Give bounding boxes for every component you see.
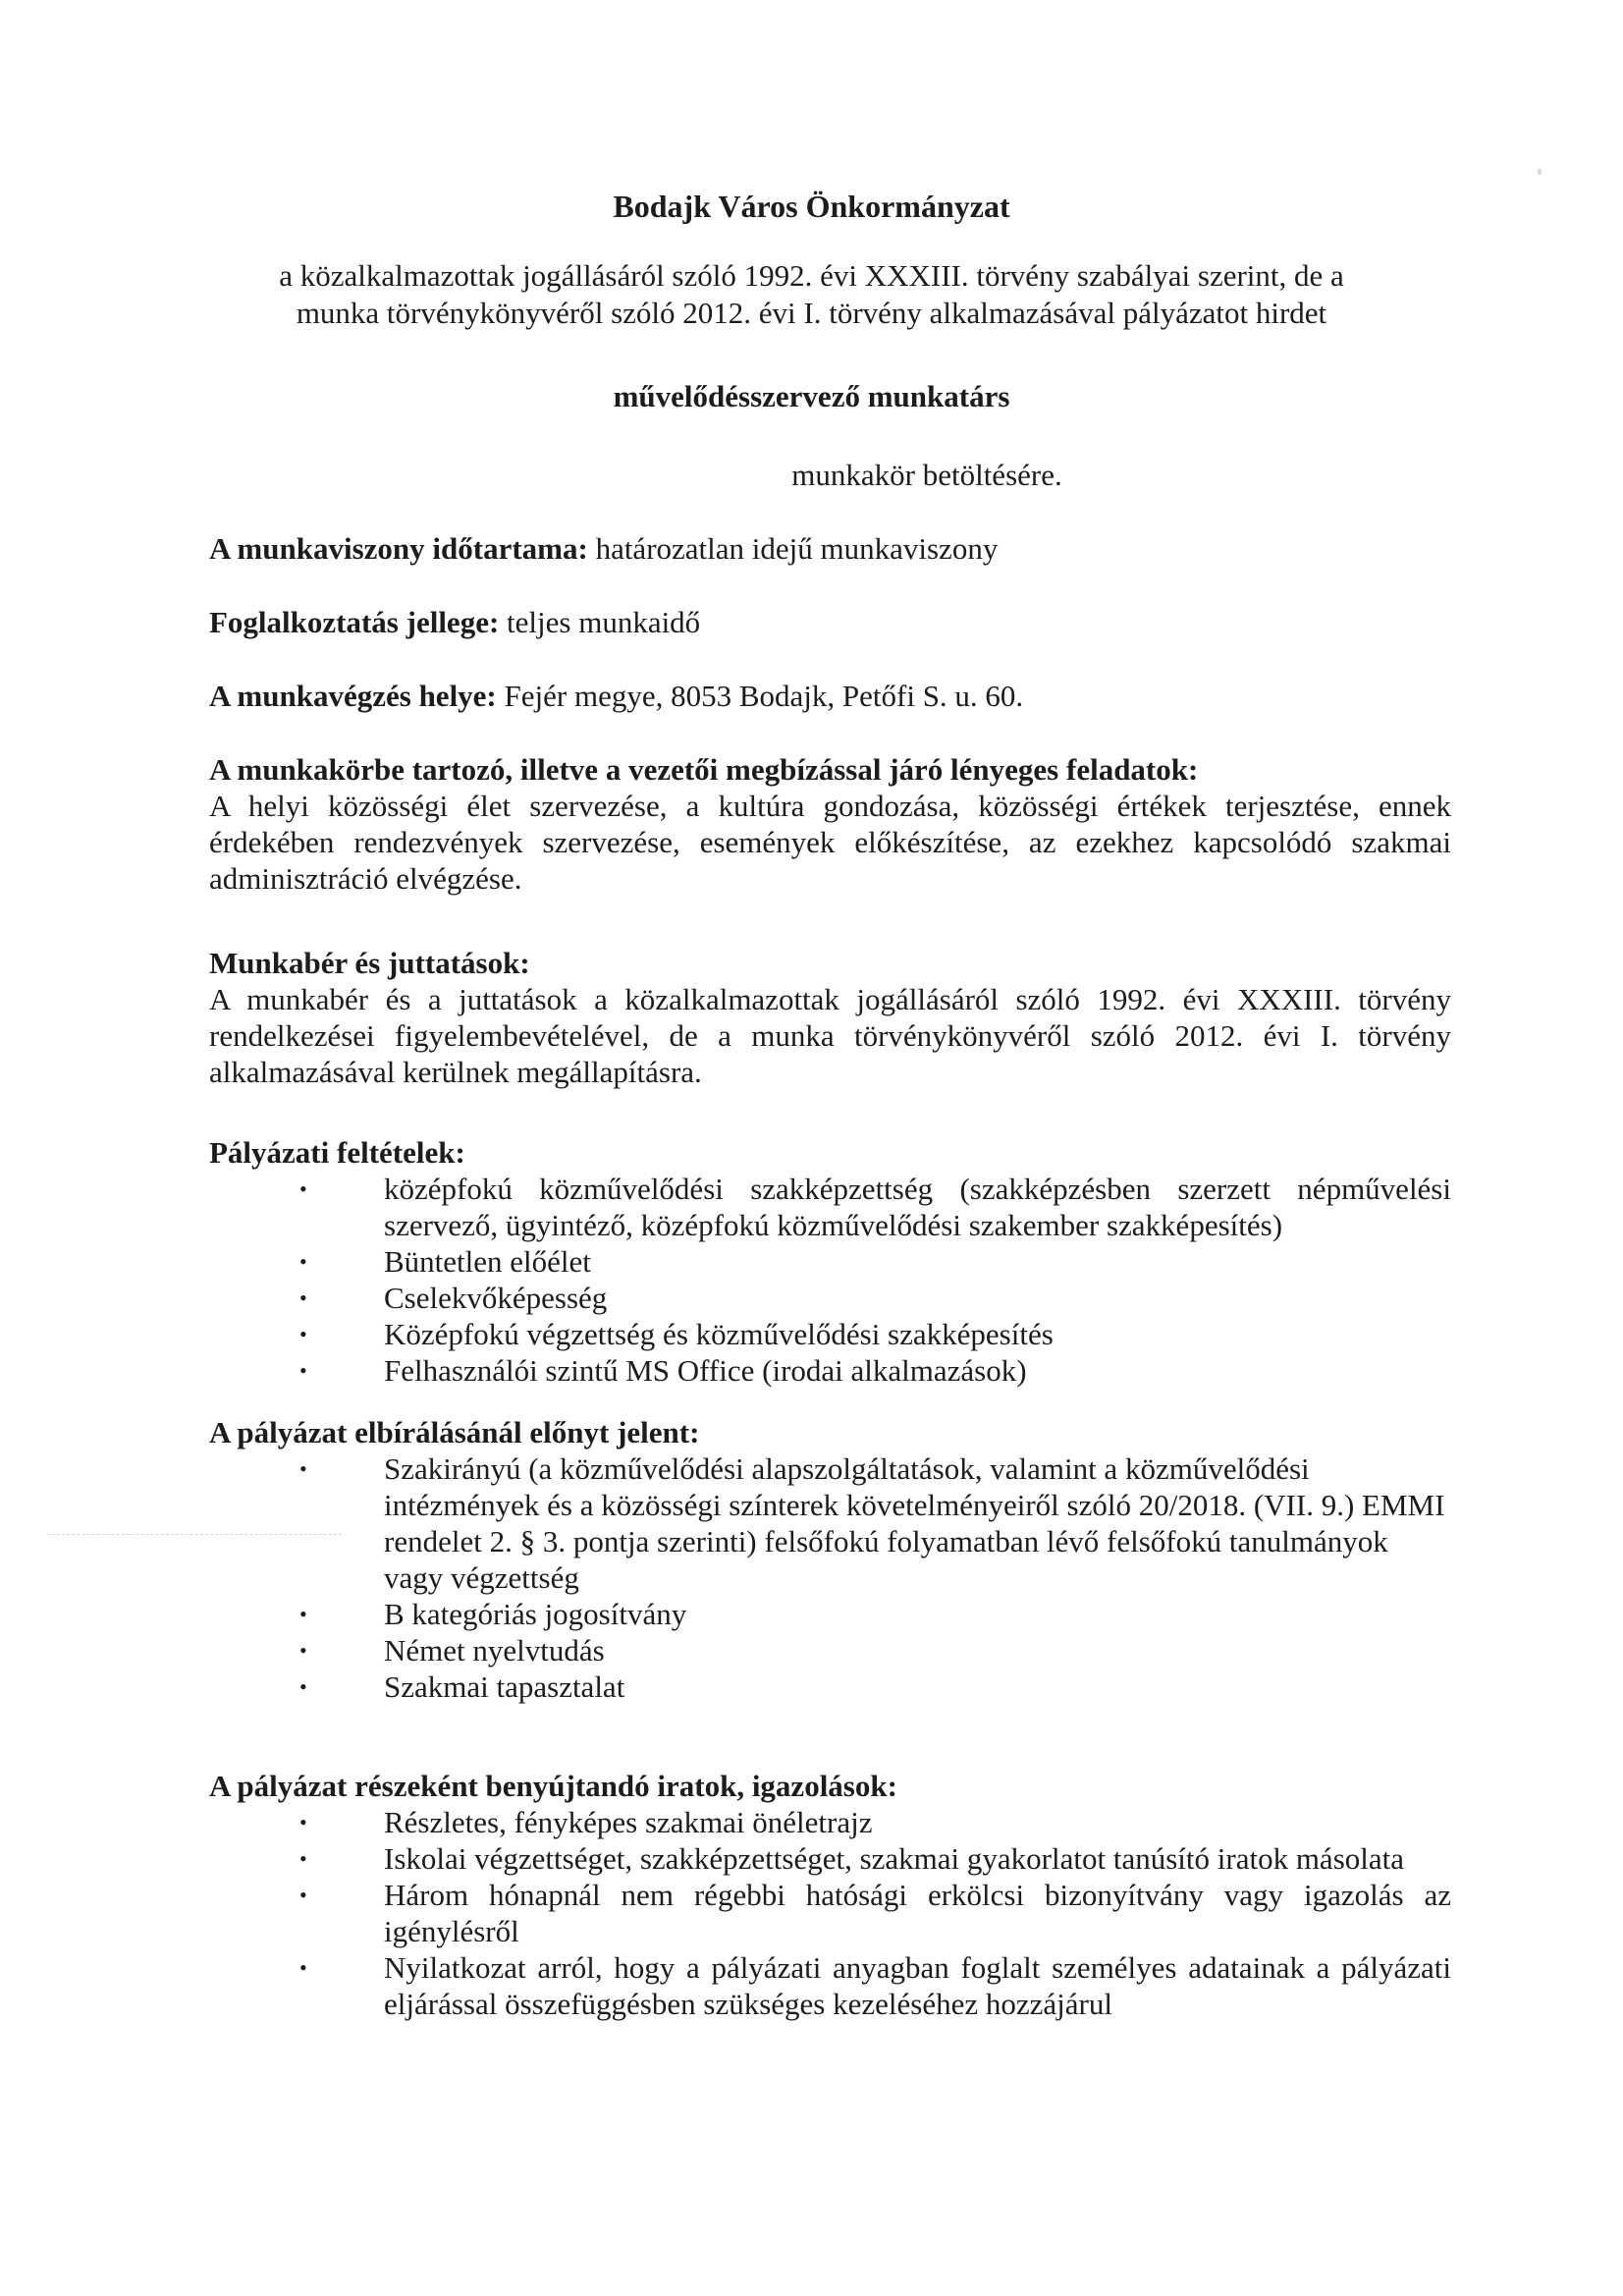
- position-suffix: munkakör betöltésére.: [791, 458, 1062, 492]
- bullet-icon: •: [299, 1883, 307, 1907]
- field-value: Fejér megye, 8053 Bodajk, Petőfi S. u. 60.: [504, 679, 1024, 713]
- bullet-icon: •: [299, 1674, 307, 1699]
- bullet-icon: •: [299, 1846, 307, 1871]
- bullet-icon: •: [299, 1602, 307, 1626]
- list-item: • Középfokú végzettség és közművelődési szakképesítés: [299, 1317, 1054, 1351]
- bullet-icon: •: [299, 1176, 307, 1201]
- section-advantages: [209, 1414, 1451, 1705]
- bullet-icon: •: [299, 1249, 307, 1274]
- position-title: művelődésszervező munkatárs: [613, 379, 1010, 413]
- section-required-documents: [209, 1768, 1451, 2022]
- intro-line-2: munka törvénykönyvéről szóló 2012. évi I. törvény alkalmazásával pályázatot hirdet: [296, 296, 1327, 330]
- bullet-icon: •: [299, 1955, 307, 1980]
- list-item: • Cselekvőképesség: [299, 1281, 608, 1315]
- field-work-location: [209, 678, 1446, 714]
- documents-list: [209, 1804, 1451, 2022]
- field-employment-duration: [209, 530, 1446, 567]
- list-item: • Iskolai végzettséget, szakképzettséget, szakmai gyakorlatot tanúsító iratok másolata: [299, 1841, 1404, 1876]
- field-employment-type: [209, 604, 1446, 640]
- list-item: • Három hónapnál nem régebbi hatósági erkölcsi bizonyítvány vagy igazolás az igénylésről: [299, 1878, 1451, 1948]
- field-value: határozatlan idejű munkaviszony: [595, 531, 999, 566]
- scan-speck: [1538, 169, 1542, 175]
- section-heading: A pályázat részeként benyújtandó iratok, igazolások:: [209, 1769, 897, 1803]
- intro-text: [196, 257, 1427, 332]
- section-duties: [209, 751, 1451, 897]
- field-value: teljes munkaidő: [507, 605, 701, 639]
- section-heading: A munkakörbe tartozó, illetve a vezetői megbízással járó lényeges feladatok:: [209, 752, 1199, 787]
- section-salary: [209, 945, 1451, 1090]
- section-conditions: [209, 1134, 1451, 1389]
- list-item: • Szakirányú (a közművelődési alapszolgáltatások, valamint a közművelődési intézmények és a közösségi színterek követelményeiről szóló 20/2018. (VII. 9.) EMMI rendelet 2. § 3. pontja szerinti) felsőfokú folyamatban lévő felsőfokú tanulmányok vagy végzettség: [299, 1451, 1445, 1595]
- bullet-icon: •: [299, 1322, 307, 1346]
- section-text: A munkabér és a juttatások a közalkalmazottak jogállásáról szóló 1992. évi XXXIII. törvény rendelkezései figyelembevételével, de a munka törvénykönyvéről szóló 2012. évi I. törvény alkalmazásával kerülnek megállapításra.: [209, 982, 1451, 1089]
- list-item: • középfokú közművelődési szakképzettség (szakképzésben szerzett népművelési szervező, ügyintéző, középfokú közművelődési szakember szakképesítés): [299, 1172, 1451, 1242]
- list-item: • Nyilatkozat arról, hogy a pályázati anyagban foglalt személyes adatainak a pályázati eljárással összefüggésben szükséges kezeléséhez hozzájárul: [299, 1950, 1451, 2021]
- advantages-list: [209, 1450, 1451, 1705]
- conditions-list: [209, 1171, 1451, 1389]
- list-item: • Büntetlen előélet: [299, 1244, 591, 1279]
- bullet-icon: •: [299, 1285, 307, 1310]
- list-item: • B kategóriás jogosítvány: [299, 1597, 687, 1631]
- list-item: • Részletes, fényképes szakmai önéletrajz: [299, 1805, 873, 1839]
- section-text: A helyi közösségi élet szervezése, a kultúra gondozása, közösségi értékek terjesztése, ennek érdekében rendezvények szervezése, események előkészítése, az ezekhez kapcsolódó szakmai adminisztráció elvégzése.: [209, 789, 1451, 896]
- list-item: • Felhasználói szintű MS Office (irodai alkalmazások): [299, 1353, 1027, 1388]
- bullet-icon: •: [299, 1358, 307, 1383]
- field-label: A munkavégzés helye:: [209, 679, 497, 713]
- bullet-icon: •: [299, 1810, 307, 1834]
- intro-line-1: a közalkalmazottak jogállásáról szóló 1992. évi XXXIII. törvény szabályai szerint, de a: [279, 258, 1344, 293]
- field-label: A munkaviszony időtartama:: [209, 531, 588, 566]
- field-label: Foglalkoztatás jellege:: [209, 605, 500, 639]
- section-heading: A pályázat elbírálásánál előnyt jelent:: [209, 1415, 700, 1449]
- organization-title: Bodajk Város Önkormányzat: [613, 189, 1010, 224]
- section-heading: Munkabér és juttatások:: [209, 946, 530, 980]
- list-item: • Szakmai tapasztalat: [299, 1669, 625, 1704]
- section-heading: Pályázati feltételek:: [209, 1135, 465, 1170]
- bullet-icon: •: [299, 1638, 307, 1663]
- bullet-icon: •: [299, 1456, 307, 1481]
- list-item: • Német nyelvtudás: [299, 1633, 605, 1667]
